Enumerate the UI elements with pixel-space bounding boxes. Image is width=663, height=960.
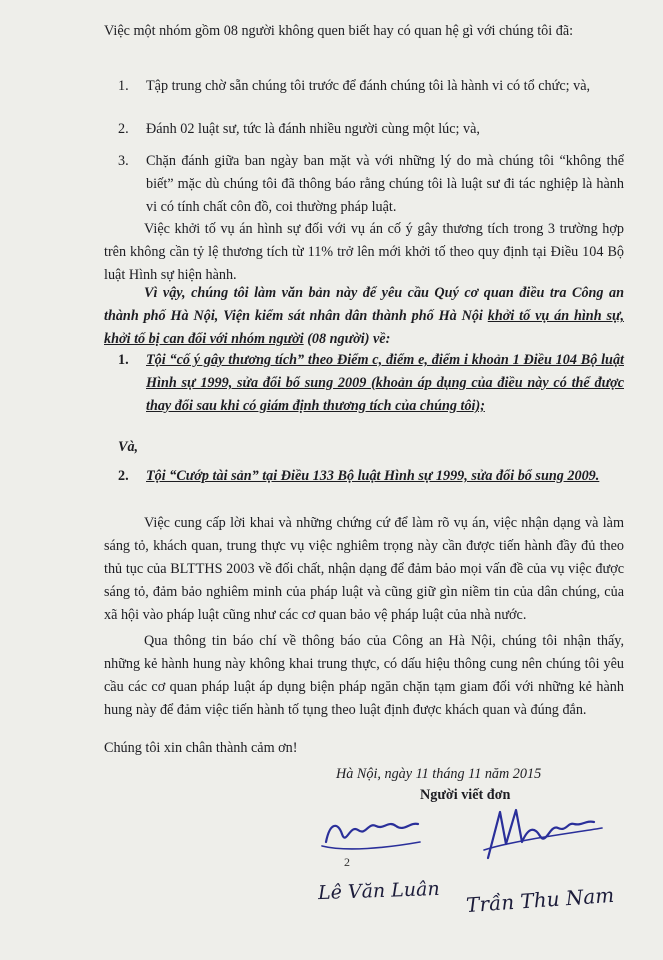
request-intro-a: Vì vậy, chúng tôi làm văn bản này để yêu cầu Quý cơ quan điều tra Công an thành phố Hà Nội, Viện kiểm sát nhân dân thành phố Hà Nội <box>104 285 624 324</box>
paragraph-3: Qua thông tin báo chí về thông báo của Công an Hà Nội, chúng tôi nhận thấy, những kẻ hành hung này không khai trung thực, có dấu hiệu thông cung nên chúng tôi yêu cầu các cơ quan pháp luật áp dụng biện pháp ngăn chặn tạm giam đối với những kẻ hành hung này để đảm việc tiến hành tố tụng theo luật định được khách quan và đúng đắn. <box>104 633 624 718</box>
list-num-3: 3. <box>118 153 129 169</box>
list-item-3: Chặn đánh giữa ban ngày ban mặt và với những lý do mà chúng tôi “không thể biết” mặc dù chúng tôi đã thông báo rằng chúng tôi là luật sư đi tác nghiệp là hành vi có tính chất côn đồ, coi thường pháp luật. <box>146 153 624 215</box>
charge-num-2: 2. <box>118 468 129 484</box>
paragraph-1: Việc khởi tố vụ án hình sự đối với vụ án cố ý gây thương tích trong 3 trường hợp trên không cần tỷ lệ thương tích từ 11% trở lên mới khởi tố theo quy định tại Điều 104 Bộ luật Hình sự hiện hành. <box>104 221 624 283</box>
intro-line: Việc một nhóm gồm 08 người không quen biết hay có quan hệ gì với chúng tôi đã: <box>104 23 574 39</box>
thanks-line: Chúng tôi xin chân thành cảm ơn! <box>104 740 298 756</box>
place-date: Hà Nội, ngày 11 tháng 11 năm 2015 <box>336 766 542 782</box>
signer-title: Người viết đơn <box>420 787 511 803</box>
list-item-2: Đánh 02 luật sư, tức là đánh nhiều người cùng một lúc; và, <box>146 121 480 137</box>
and-word: Và, <box>118 439 139 455</box>
signer-2-name-text: Trần Thu Nam <box>465 882 615 918</box>
list-item-1: Tập trung chờ sẵn chúng tôi trước để đánh chúng tôi là hành vi có tổ chức; và, <box>146 78 591 94</box>
signer-1-name <box>318 878 440 904</box>
request-intro-c: (08 người) về: <box>307 331 391 347</box>
charge-num-1: 1. <box>118 352 129 368</box>
paragraph-2: Việc cung cấp lời khai và những chứng cứ để làm rõ vụ án, việc nhận dạng và làm sáng tỏ, khách quan, trung thực vụ việc nghiêm trọng này cần được tiến hành đầy đủ theo thủ tục của BLTTHS 2003 về đối chất, nhận dạng để đảm bảo mọi vấn đề của vụ việc được sáng tỏ, đảm bảo nghiêm minh của pháp luật và cũng giữ gìn niềm tin của dân chúng, của xã hội vào pháp luật cũng như các cơ quan bảo vệ pháp luật của nhà nước. <box>104 515 624 623</box>
signature-2 <box>476 798 616 868</box>
request-intro-b: khởi tố vụ án hình sự, khởi tố bị can đối với nhóm người <box>104 308 625 347</box>
list-num-1: 1. <box>118 78 129 94</box>
list-num-2: 2. <box>118 121 129 137</box>
charge-2: Tội “Cướp tài sản” tại Điều 133 Bộ luật Hình sự 1999, sửa đổi bổ sung 2009. <box>146 468 600 484</box>
request-intro <box>104 282 624 351</box>
signer-1-name-text: Lê Văn Luân <box>317 877 441 905</box>
signer-2-name <box>465 883 615 917</box>
signature-1 <box>316 812 446 880</box>
charge-1: Tội “cố ý gây thương tích” theo Điểm c, điểm e, điểm i khoản 1 Điều 104 Bộ luật Hình sự 1999, sửa đổi bổ sung 2009 (khoản áp dụng của điều này có thể được thay đổi sau khi có giám định thương tích của chúng tôi); <box>146 352 624 414</box>
page-mark: 2 <box>344 855 350 869</box>
